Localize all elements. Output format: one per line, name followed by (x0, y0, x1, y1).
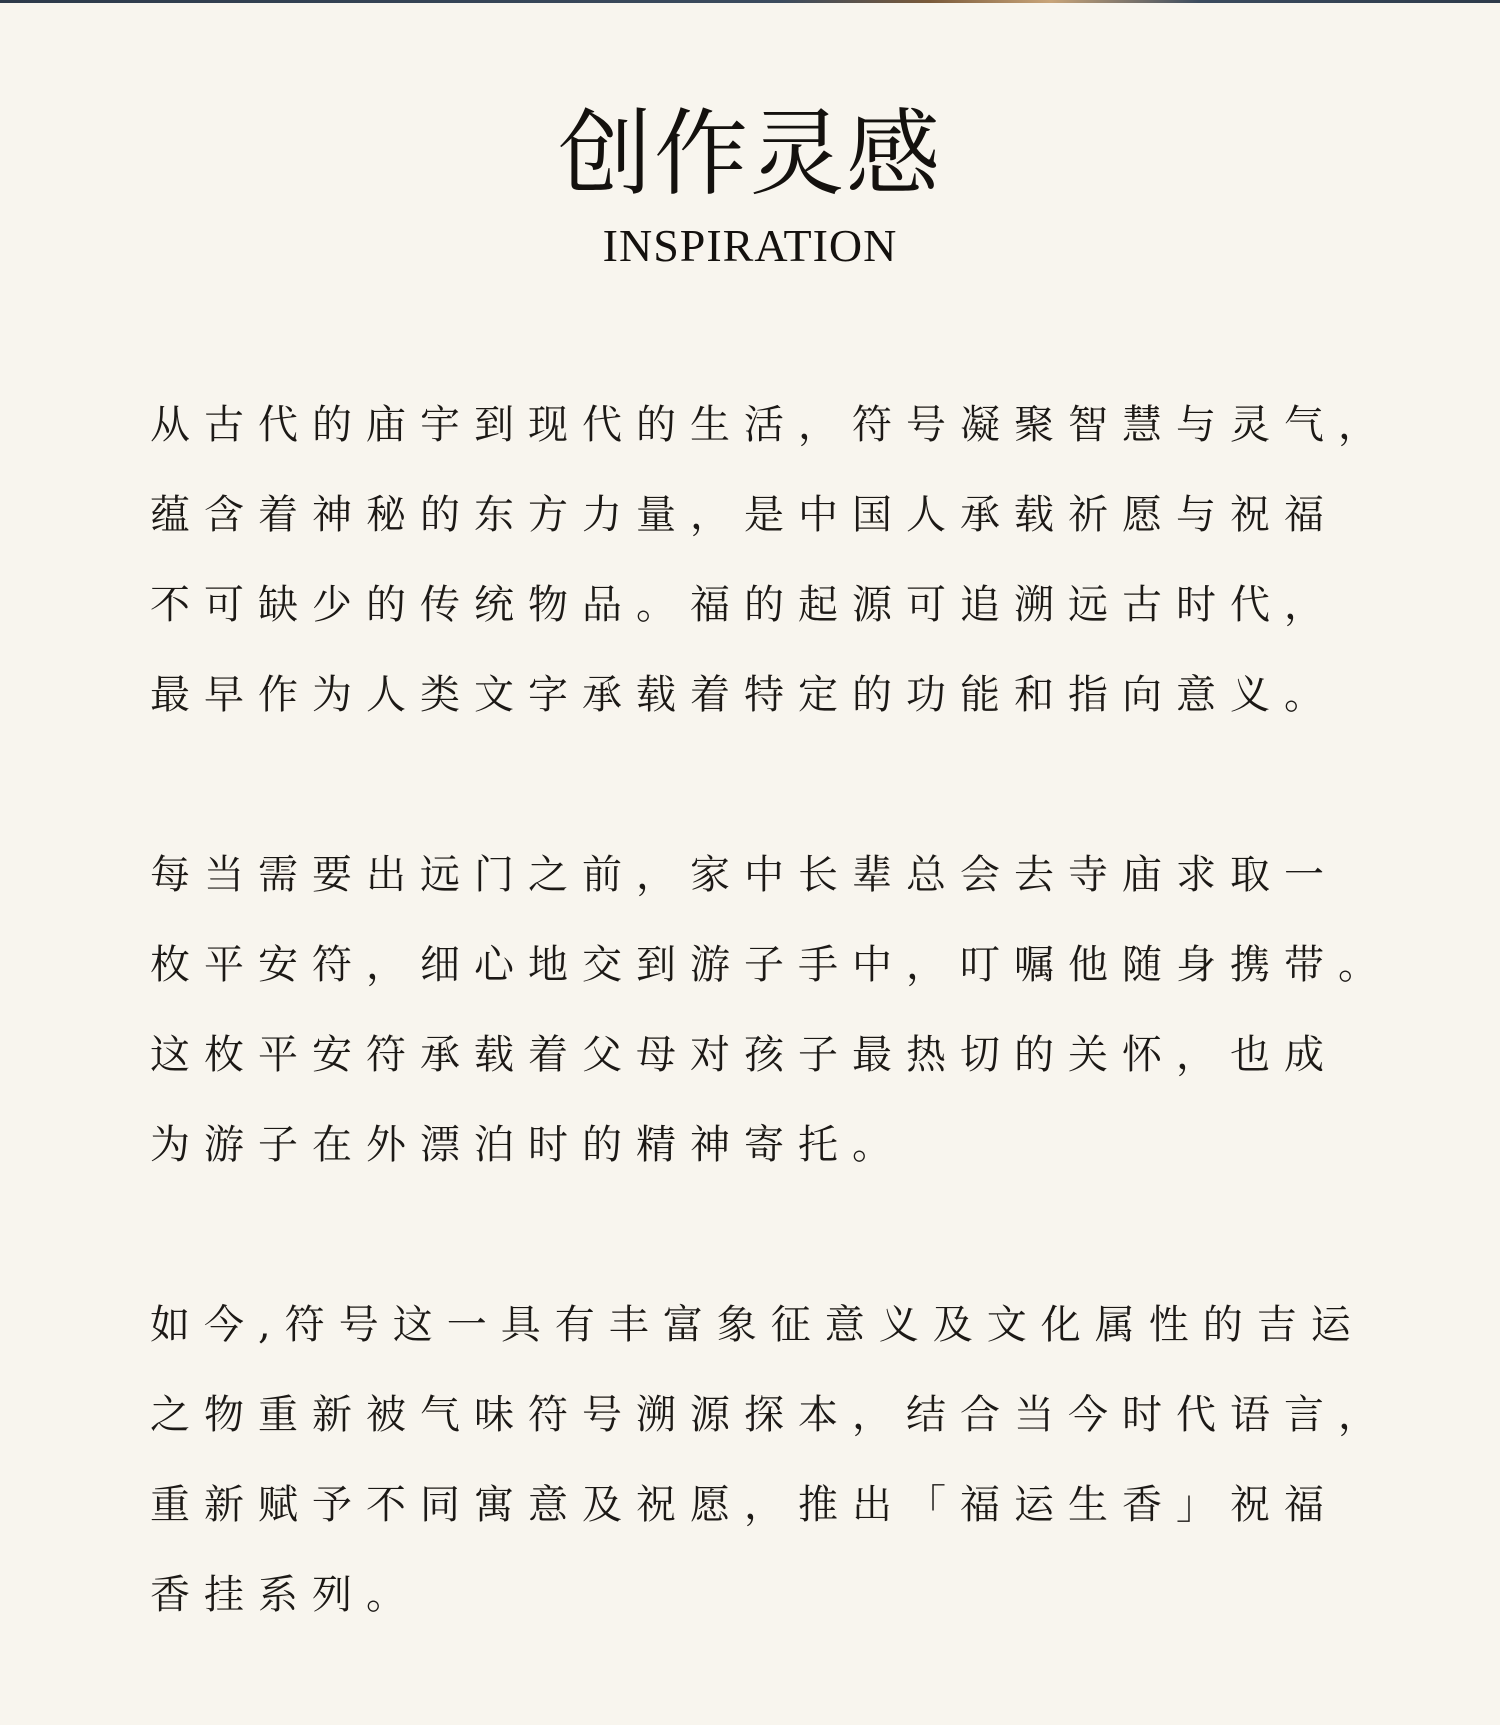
paragraph-2 (150, 830, 1392, 1190)
paragraph-line: 之物重新被气味符号溯源探本，结合当今时代语言， (150, 1392, 1392, 1438)
paragraph-spacer (150, 740, 1380, 830)
top-image-strip (0, 0, 1500, 3)
section-subtitle: INSPIRATION (602, 220, 898, 271)
paragraph-line: 这枚平安符承载着父母对孩子最热切的关怀，也成 (150, 1032, 1338, 1078)
paragraph-line: 为游子在外漂泊时的精神寄托。 (150, 1122, 906, 1168)
paragraph-line: 香挂系列。 (150, 1572, 420, 1618)
paragraph-line: 每当需要出远门之前，家中长辈总会去寺庙求取一 (150, 852, 1338, 898)
paragraph-1 (150, 380, 1392, 740)
body-text (150, 380, 1392, 1640)
paragraph-line: 如今,符号这一具有丰富象征意义及文化属性的吉运 (150, 1302, 1365, 1348)
paragraph-3 (150, 1280, 1392, 1640)
paragraph-line: 最早作为人类文字承载着特定的功能和指向意义。 (150, 672, 1338, 718)
paragraph-line: 重新赋予不同寓意及祝愿，推出「福运生香」祝福 (150, 1482, 1338, 1528)
paragraph-line: 不可缺少的传统物品。福的起源可追溯远古时代， (150, 582, 1338, 628)
paragraph-line: 枚平安符，细心地交到游子手中，叮嘱他随身携带。 (150, 942, 1392, 988)
paragraph-spacer (150, 1190, 1380, 1280)
paragraph-line: 蕴含着神秘的东方力量，是中国人承载祈愿与祝福 (150, 492, 1338, 538)
section-title: 创作灵感 (557, 100, 942, 209)
paragraph-line: 从古代的庙宇到现代的生活，符号凝聚智慧与灵气， (150, 402, 1392, 448)
